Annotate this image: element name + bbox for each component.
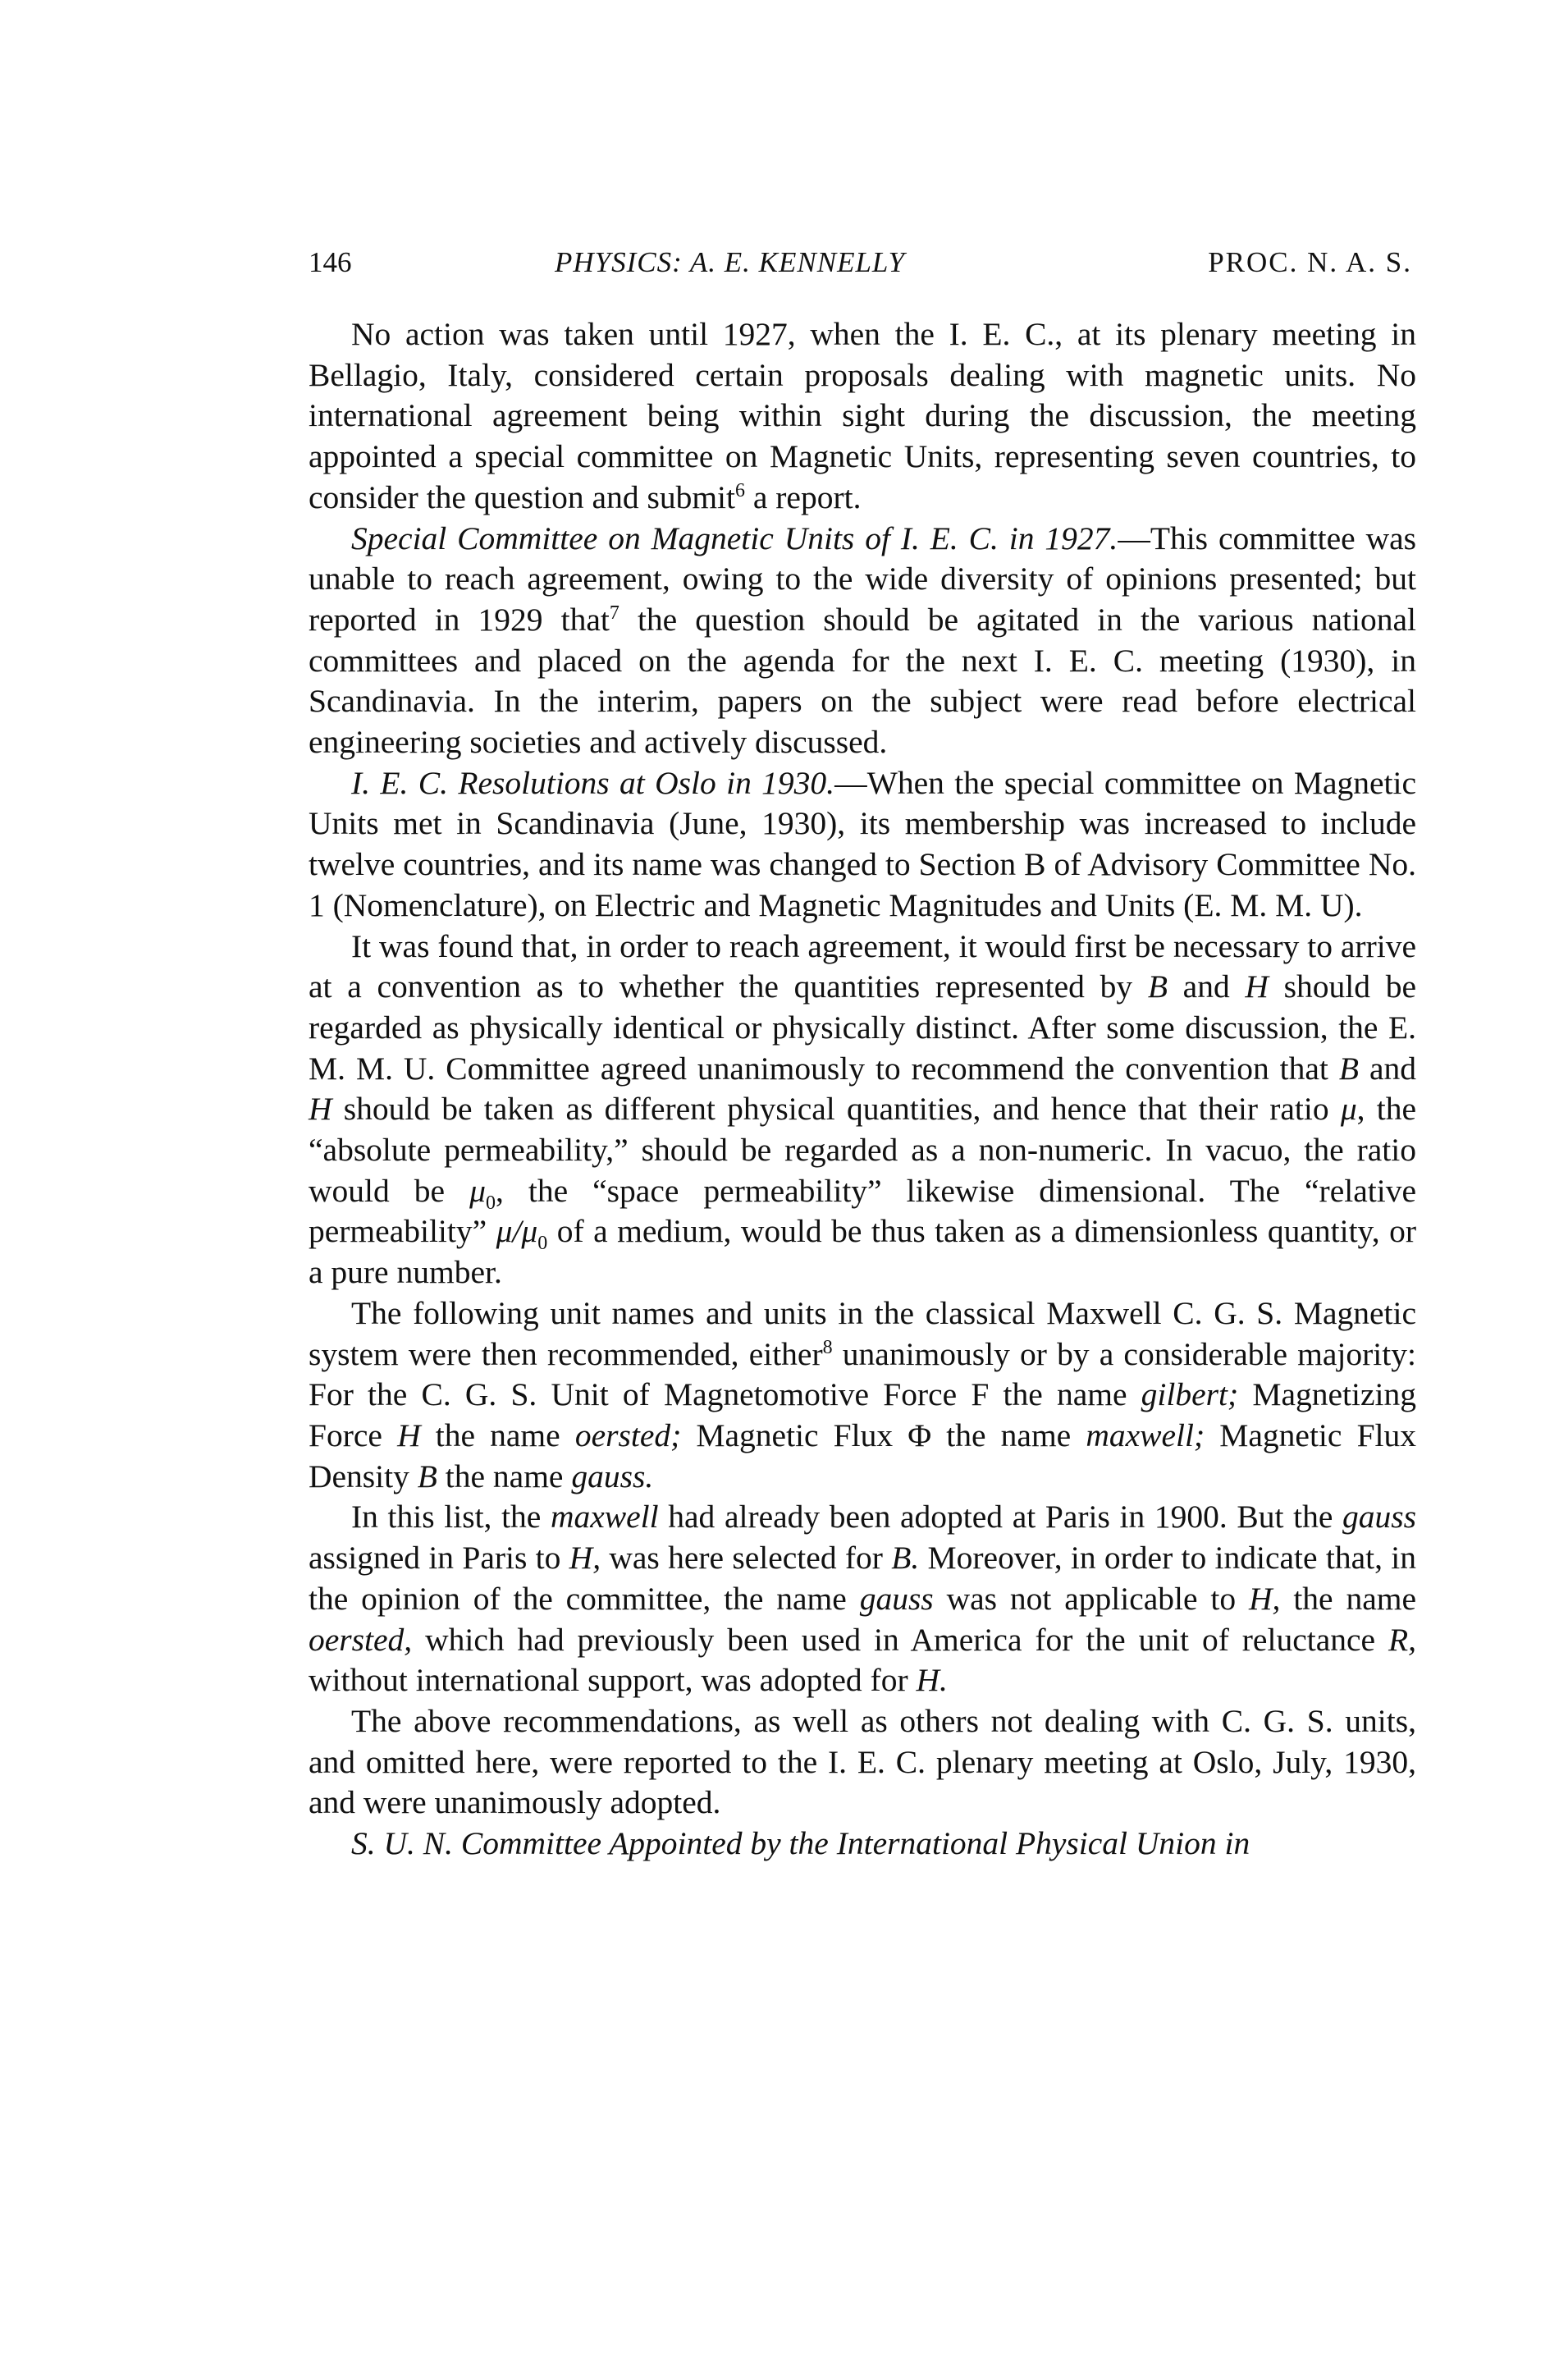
- unit-name-gauss: gauss.: [571, 1458, 654, 1494]
- paragraph-2: [309, 519, 1416, 763]
- unit-name-gauss: gauss: [1342, 1499, 1416, 1536]
- footnote-ref-7: 7: [609, 602, 619, 624]
- subscript-zero: 0: [537, 1233, 548, 1255]
- unit-name-oersted: oersted;: [574, 1417, 682, 1453]
- symbol-b: B: [417, 1458, 437, 1494]
- subscript-zero: 0: [485, 1192, 496, 1214]
- text-run: and: [1359, 1050, 1416, 1087]
- text-run: , the “space permeability” likewise dimensional. The “relative permeability”: [309, 1172, 1416, 1250]
- paragraph-8: [309, 1824, 1416, 1865]
- text-run: Magnetizing Force: [309, 1376, 1416, 1453]
- footnote-ref-6: 6: [735, 479, 745, 501]
- symbol-b: B: [1338, 1050, 1359, 1087]
- text-run: the name: [420, 1417, 575, 1453]
- text-run: had already been adopted at Paris in 1900. But the: [658, 1499, 1342, 1536]
- text-run: —When the special committee on Magnetic Units met in Scandinavia (June, 1930), its membership was increased to include twelve countries, and its name was changed to Section B of Advisory Committee No. 1 (Nomenclature), on Electric and Magnetic Magnitudes and Units (E. M. M. U).: [309, 764, 1416, 923]
- text-run: was here selected for: [601, 1540, 892, 1577]
- journal-abbreviation: PROC. N. A. S.: [1208, 246, 1412, 278]
- text-run: the question should be agitated in the various national committees and placed on the agenda for the next I. E. C. meeting (1930), in Scandinavia. In the interim, papers on the subject were read before electrical engineering societies and actively discussed.: [309, 601, 1416, 761]
- text-run: without international support, was adopted for: [309, 1662, 917, 1699]
- paragraph-3: [309, 763, 1416, 927]
- running-header: [309, 246, 1457, 287]
- text-run: was not applicable to: [933, 1580, 1250, 1617]
- text-run: a report.: [745, 478, 862, 515]
- footnote-ref-8: 8: [822, 1336, 833, 1358]
- unit-name-gilbert: gilbert;: [1141, 1376, 1239, 1413]
- text-run: The above recommendations, as well as others not dealing with C. G. S. units, and omitted here, were reported to the I. E. C. plenary meeting at Oslo, July, 1930, and were unanimously adopted.: [309, 1702, 1416, 1821]
- text-run: Magnetic Flux Φ the name: [681, 1417, 1086, 1453]
- text-run: the name: [437, 1458, 572, 1494]
- text-run: the name: [1280, 1580, 1416, 1617]
- symbol-h: H,: [569, 1540, 601, 1577]
- symbol-mu0: μ: [469, 1172, 486, 1209]
- text-run: The following unit names and units in the classical Maxwell C. G. S. Magnetic system were then recommended, either: [309, 1294, 1416, 1372]
- page-number: 146: [309, 246, 352, 278]
- text-run: , the “absolute permeability,” should be regarded as a non-numeric. In vacuo, the ratio would be: [309, 1091, 1416, 1209]
- text-run: It was found that, in order to reach agreement, it would first be necessary to arrive at a convention as to whether the quantities represented by: [309, 927, 1416, 1005]
- text-run: should be taken as different physical quantities, and hence that their ratio: [331, 1091, 1341, 1128]
- symbol-h: H,: [1249, 1580, 1281, 1617]
- paragraph-4: [309, 927, 1416, 1293]
- unit-name-gauss: gauss: [859, 1580, 934, 1617]
- text-run: Moreover, in order to indicate that, in the opinion of the committee, the name: [309, 1540, 1416, 1617]
- text-run: assigned in Paris to: [309, 1540, 569, 1577]
- body-text: [309, 314, 1416, 1865]
- text-run: of a medium, would be thus taken as a dimensionless quantity, or a pure number.: [309, 1213, 1416, 1291]
- paragraph-6: [309, 1497, 1416, 1701]
- symbol-relative-permeability: μ/μ: [496, 1213, 538, 1250]
- symbol-h: H: [1245, 968, 1269, 1005]
- paragraph-7: [309, 1701, 1416, 1824]
- unit-name-oersted: oersted,: [309, 1621, 413, 1658]
- symbol-b: B: [1147, 968, 1168, 1005]
- section-heading-oslo-resolutions: I. E. C. Resolutions at Oslo in 1930.: [351, 764, 835, 801]
- symbol-h: H: [397, 1417, 421, 1453]
- section-heading-special-committee: Special Committee on Magnetic Units of I. E. C. in 1927.: [351, 519, 1118, 556]
- running-title: PHYSICS: A. E. KENNELLY: [555, 246, 906, 278]
- unit-name-maxwell: maxwell;: [1086, 1417, 1205, 1453]
- text-run: and: [1167, 968, 1246, 1005]
- text-run: should be regarded as physically identical or physically distinct. After some discussion, the E. M. M. U. Committee agreed unanimously to recommend the convention that: [309, 968, 1416, 1087]
- text-run: unanimously or by a considerable majority: For the C. G. S. Unit of Magnetomotive Force F the name: [309, 1335, 1416, 1413]
- paragraph-5: [309, 1293, 1416, 1498]
- text-run: In this list, the: [351, 1499, 551, 1536]
- symbol-h: H.: [916, 1662, 948, 1699]
- paragraph-1: [309, 314, 1416, 519]
- text-run: No action was taken until 1927, when the I. E. C., at its plenary meeting in Bellagio, Italy, considered certain proposals dealing with magnetic units. No international agreement being within sight during the discussion, the meeting appointed a special committee on Magnetic Units, representing seven countries, to consider the question and submit: [309, 316, 1416, 515]
- text-run: which had previously been used in America for the unit of reluctance: [412, 1621, 1388, 1658]
- text-run: Magnetic Flux Density: [309, 1417, 1417, 1494]
- text-run: —This committee was unable to reach agreement, owing to the wide diversity of opinions presented; but reported in 1929 that: [309, 519, 1416, 638]
- symbol-r: R,: [1388, 1621, 1416, 1658]
- section-heading-sun-committee: S. U. N. Committee Appointed by the International Physical Union in: [351, 1825, 1250, 1862]
- symbol-h: H: [309, 1091, 332, 1128]
- symbol-b: B.: [891, 1540, 920, 1577]
- unit-name-maxwell: maxwell: [550, 1499, 659, 1536]
- symbol-mu: μ: [1340, 1091, 1357, 1128]
